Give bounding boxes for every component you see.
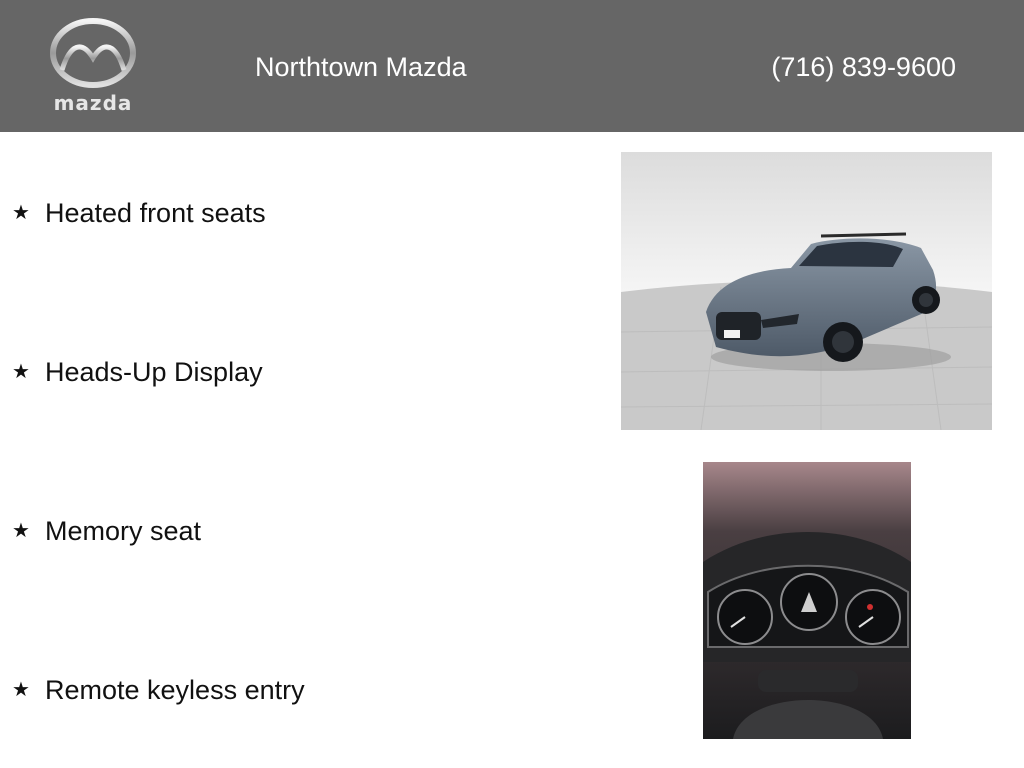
feature-item-remote-keyless-entry [12, 673, 305, 707]
feature-label: Heads-Up Display [45, 357, 263, 387]
feature-item-memory-seat [12, 514, 201, 548]
star-icon: ★ [12, 202, 30, 224]
dealer-phone[interactable]: (716) 839-9600 [771, 52, 956, 82]
mazda-logo [40, 18, 150, 116]
star-icon: ★ [12, 361, 30, 383]
star-icon: ★ [12, 679, 30, 701]
feature-item-heads-up-display [12, 355, 263, 389]
star-icon: ★ [12, 520, 30, 542]
car-exterior-photo [621, 152, 992, 430]
dealer-header [0, 0, 1024, 132]
feature-item-heated-seats [12, 196, 266, 230]
feature-label: Heated front seats [45, 198, 266, 228]
instrument-cluster-photo [703, 462, 911, 739]
feature-label: Remote keyless entry [45, 675, 305, 705]
feature-label: Memory seat [45, 516, 202, 546]
svg-text:mazda: mazda [53, 91, 133, 115]
dealer-name: Northtown Mazda [255, 52, 467, 82]
